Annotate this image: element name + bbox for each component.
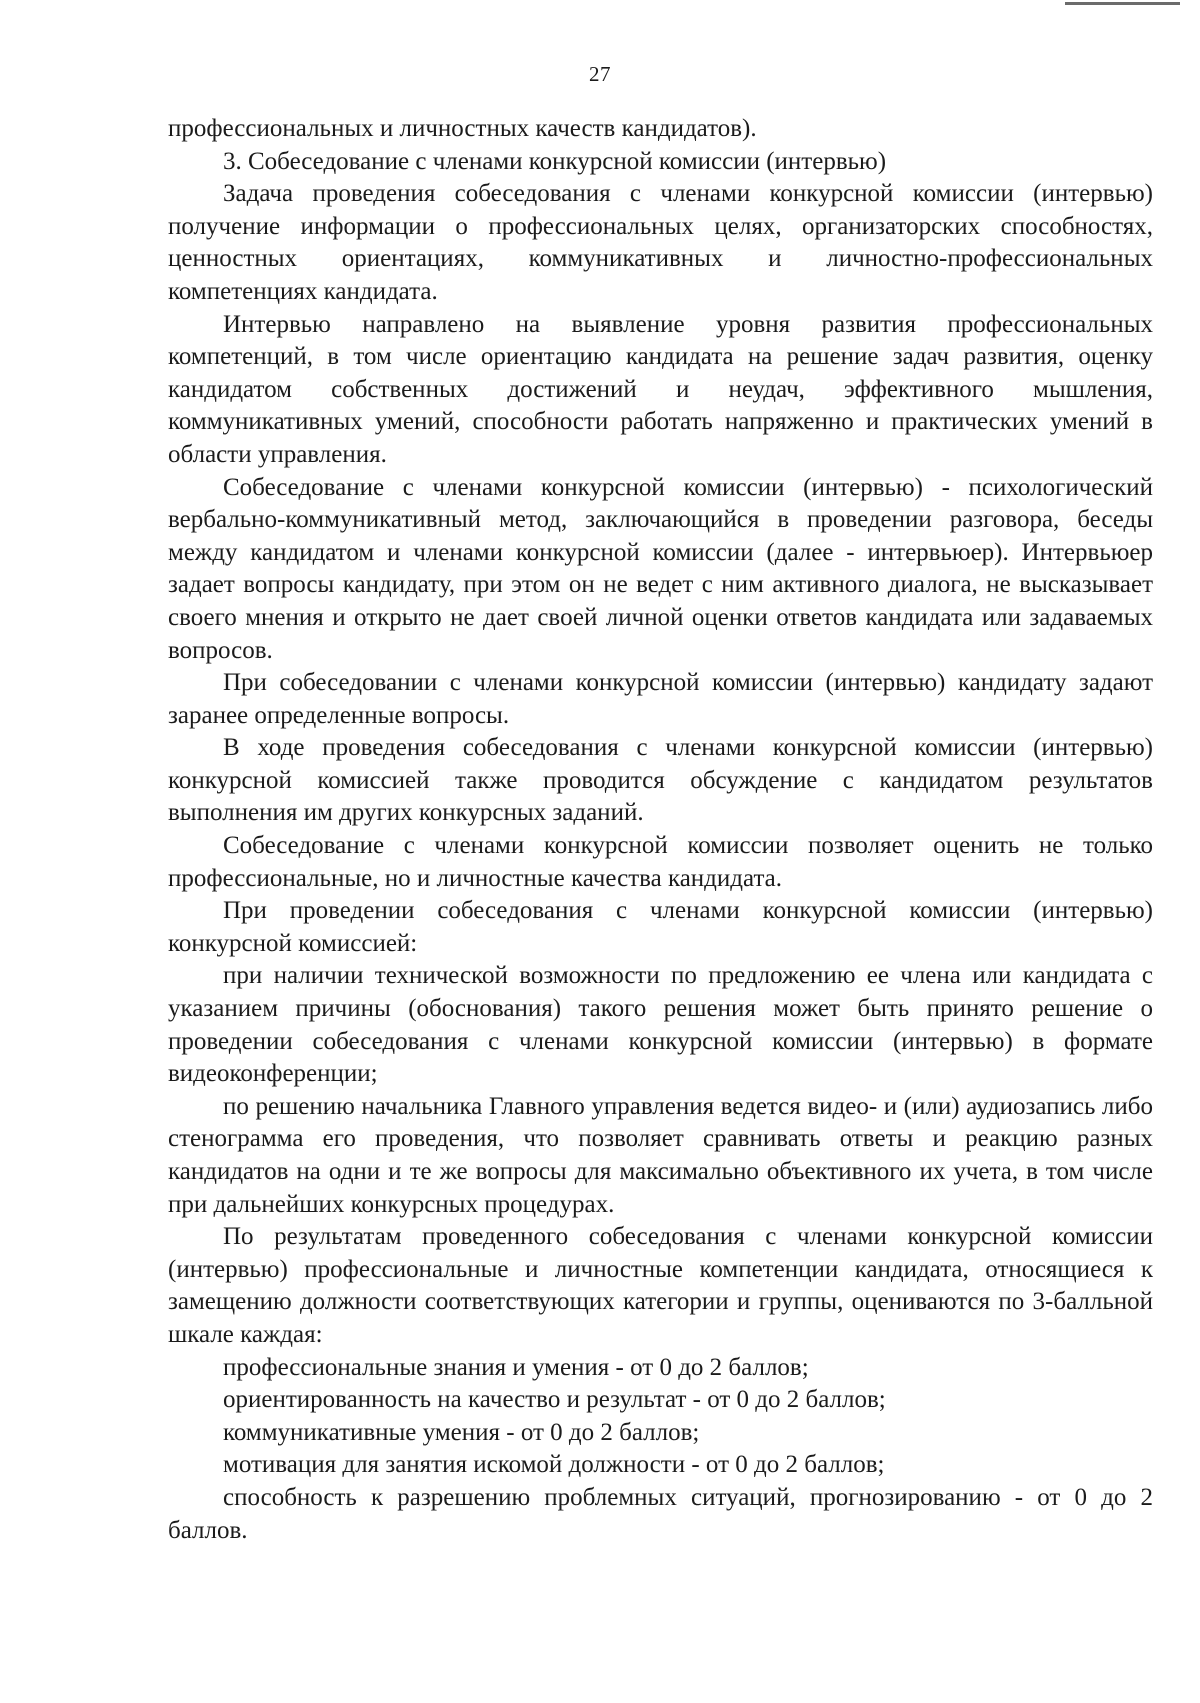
criteria-item-2: ориентированность на качество и результат - от 0 до 2 баллов; (223, 1386, 886, 1414)
criteria-item-4: мотивация для занятия искомой должности - от 0 до 2 баллов; (223, 1451, 885, 1479)
paragraph-3: Интервью направлено на выявление уровня развития профессиональных компетенций, в том числе ориентацию кандидата на решение задач развития, оценку кандидатом собственных достижений и неудач, эффективного мышления, коммуникативных умений, способности работать напряженно и практических умений в области управления. (168, 310, 1153, 468)
paragraph-11: По результатам проведенного собеседования с членами конкурсной комиссии (интервью) профессиональные и личностные компетенции кандидата, относящиеся к замещению должности соответствующих категории и группы, оцениваются по 3-балльной шкале каждая: (168, 1223, 1153, 1348)
paragraph-5: При собеседовании с членами конкурсной комиссии (интервью) кандидату задают заранее определенные вопросы. (168, 669, 1153, 729)
document-body (168, 113, 1153, 1547)
page-number: 27 (589, 62, 611, 86)
paragraph-10: по решению начальника Главного управления ведется видео- и (или) аудиозапись либо стенограмма его проведения, что позволяет сравнивать ответы и реакцию разных кандидатов на одни и те же вопросы для максимально объективного их учета, в том числе при дальнейших конкурсных процедурах. (168, 1092, 1153, 1218)
paragraph-2: Задача проведения собеседования с членами конкурсной комиссии (интервью) получение информации о профессиональных целях, организаторских способностях, ценностных ориентациях, коммуникативных и личностно-профессиональных компетенциях кандидата. (168, 180, 1153, 305)
scan-edge-mark (1065, 2, 1180, 5)
paragraph-4: Собеседование с членами конкурсной комиссии (интервью) - психологический вербально-коммуникативный метод, заключающийся в проведении разговора, беседы между кандидатом и членами конкурсной комиссии (далее - интервьюер). Интервьюер задает вопросы кандидату, при этом он не ведет с ним активного диалога, не высказывает своего мнения и открыто не дает своей личной оценки ответов кандидата или задаваемых вопросов. (168, 473, 1153, 664)
criteria-item-3: коммуникативные умения - от 0 до 2 баллов; (223, 1418, 700, 1446)
criteria-item-1: профессиональные знания и умения - от 0 до 2 баллов; (223, 1353, 809, 1381)
paragraph-6: В ходе проведения собеседования с членами конкурсной комиссии (интервью) конкурсной комиссией также проводится обсуждение с кандидатом результатов выполнения им других конкурсных заданий. (168, 734, 1153, 827)
paragraph-0: профессиональных и личностных качеств кандидатов). (168, 115, 757, 142)
paragraph-9: при наличии технической возможности по предложению ее члена или кандидата с указанием причины (обоснования) такого решения может быть принято решение о проведении собеседования с членами конкурсной комиссии (интервью) в формате видеоконференции; (168, 962, 1153, 1088)
paragraph-7: Собеседование с членами конкурсной комиссии позволяет оценить не только профессиональные, но и личностные качества кандидата. (168, 832, 1153, 892)
paragraph-8: При проведении собеседования с членами конкурсной комиссии (интервью) конкурсной комиссией: (168, 897, 1153, 957)
criteria-item-5: способность к разрешению проблемных ситуаций, прогнозированию - от 0 до 2 баллов. (168, 1483, 1153, 1544)
section-heading: 3. Собеседование с членами конкурсной комиссии (интервью) (223, 147, 887, 175)
